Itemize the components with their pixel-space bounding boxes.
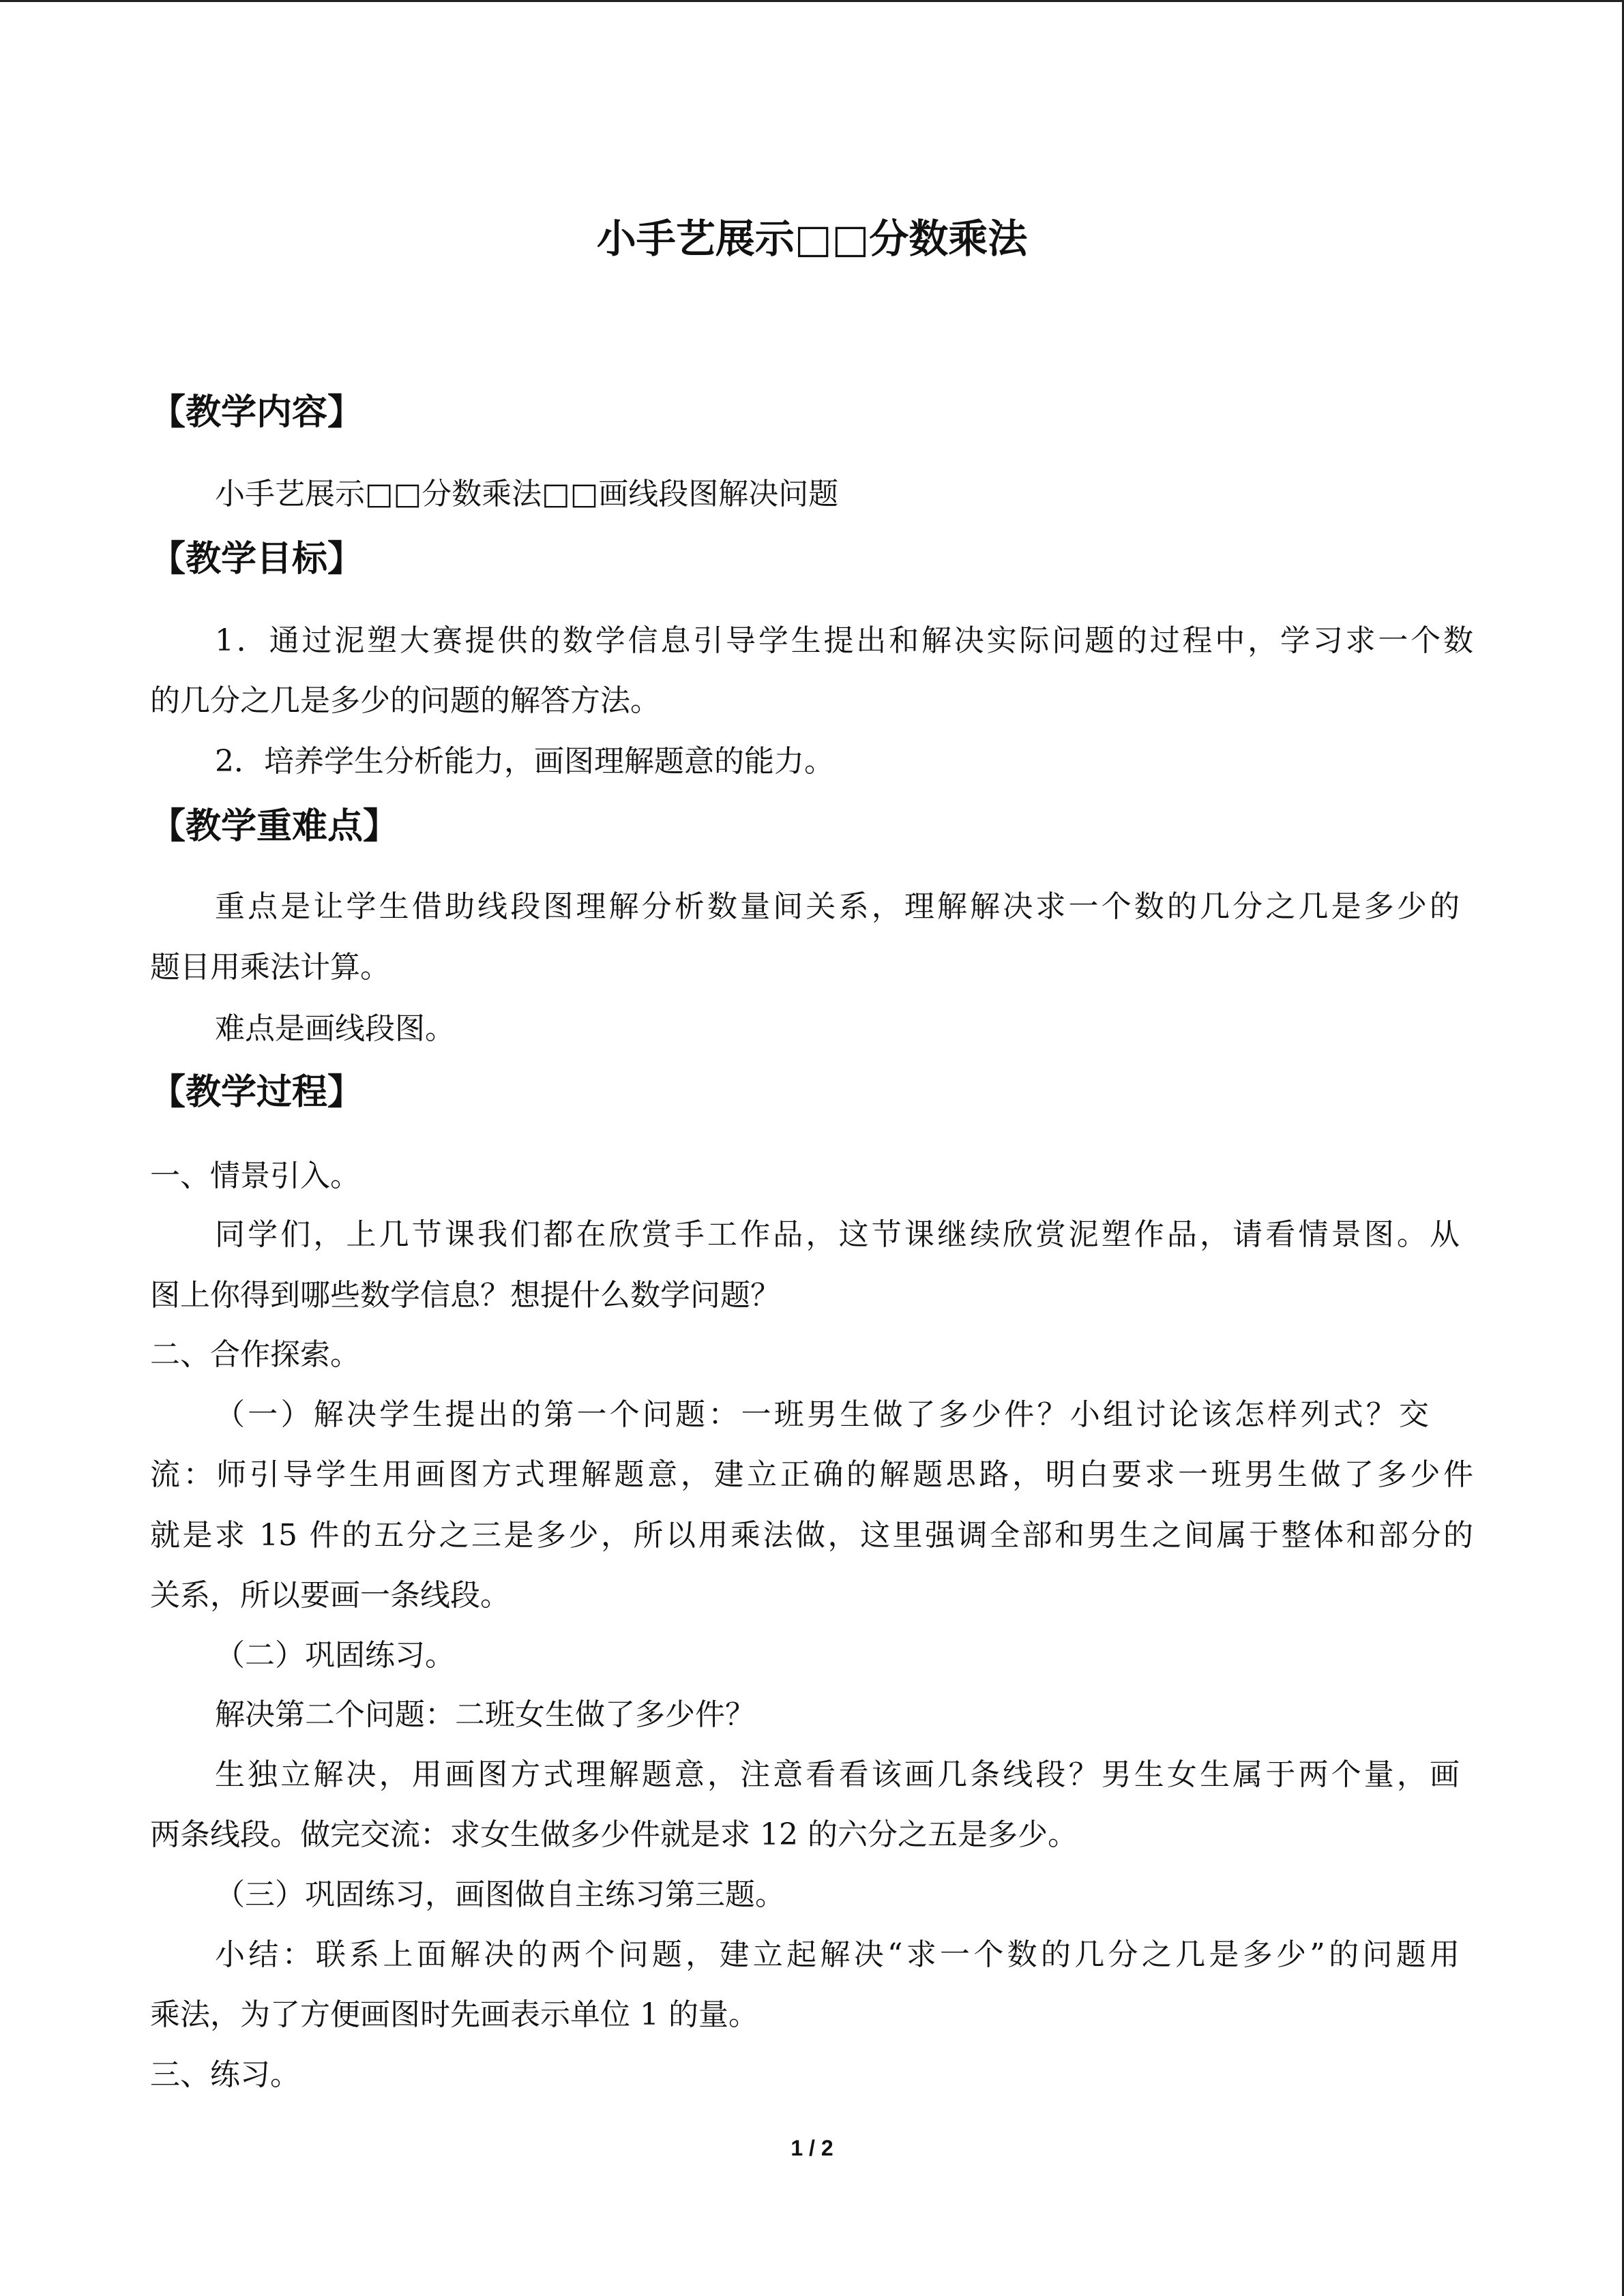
goal-item-1-line-1: 1．通过泥塑大赛提供的数学信息引导学生提出和解决实际问题的过程中，学习求一个数 xyxy=(215,623,1473,658)
key-point-line-2: 题目用乘法计算。 xyxy=(150,950,390,985)
part-2-title: （二）巩固练习。 xyxy=(215,1638,455,1673)
key-point-line-1: 重点是让学生借助线段图理解分析数量间关系，理解解决求一个数的几分之几是多少的 xyxy=(215,889,1460,924)
part-2-question: 解决第二个问题：二班女生做了多少件？ xyxy=(215,1697,755,1732)
summary-line-2: 乘法，为了方便画图时先画表示单位 1 的量。 xyxy=(150,1997,758,2032)
part-1-line-1: （一）解决学生提出的第一个问题：一班男生做了多少件？小组讨论该怎样列式？交 xyxy=(215,1397,1429,1432)
part-1-line-4: 关系，所以要画一条线段。 xyxy=(150,1578,510,1613)
step-1-title: 一、情景引入。 xyxy=(150,1159,360,1193)
content-paragraph: 小手艺展示□□分数乘法□□画线段图解决问题 xyxy=(215,477,839,511)
document-title: 小手艺展示□□分数乘法 xyxy=(596,215,1028,262)
part-3-title: （三）巩固练习，画图做自主练习第三题。 xyxy=(215,1877,785,1912)
heading-key-points: 【教学重难点】 xyxy=(150,806,399,847)
part-1-line-3: 就是求 15 件的五分之三是多少，所以用乘法做，这里强调全部和男生之间属于整体和部分的 xyxy=(150,1518,1473,1553)
heading-teaching-goals: 【教学目标】 xyxy=(150,539,364,580)
step-1-line-1: 同学们，上几节课我们都在欣赏手工作品，这节课继续欣赏泥塑作品，请看情景图。从 xyxy=(215,1217,1460,1252)
summary-line-1: 小结：联系上面解决的两个问题，建立起解决“求一个数的几分之几是多少”的问题用 xyxy=(215,1937,1460,1972)
page-top-border xyxy=(0,0,1624,2)
part-2-line-2: 两条线段。做完交流：求女生做多少件就是求 12 的六分之五是多少。 xyxy=(150,1817,1078,1852)
page-number: 1 / 2 xyxy=(791,2136,833,2160)
goal-item-1-line-2: 的几分之几是多少的问题的解答方法。 xyxy=(150,683,660,718)
heading-teaching-content: 【教学内容】 xyxy=(150,392,364,433)
difficulty-line: 难点是画线段图。 xyxy=(215,1011,455,1046)
step-1-line-2: 图上你得到哪些数学信息？想提什么数学问题？ xyxy=(150,1278,780,1313)
part-1-line-2: 流：师引导学生用画图方式理解题意，建立正确的解题思路，明白要求一班男生做了多少件 xyxy=(150,1457,1473,1492)
part-2-line-1: 生独立解决，用画图方式理解题意，注意看看该画几条线段？男生女生属于两个量，画 xyxy=(215,1757,1460,1792)
step-3-title: 三、练习。 xyxy=(150,2057,300,2092)
step-2-title: 二、合作探索。 xyxy=(150,1337,360,1372)
heading-teaching-process: 【教学过程】 xyxy=(150,1072,364,1113)
goal-item-2: 2．培养学生分析能力，画图理解题意的能力。 xyxy=(215,744,834,779)
